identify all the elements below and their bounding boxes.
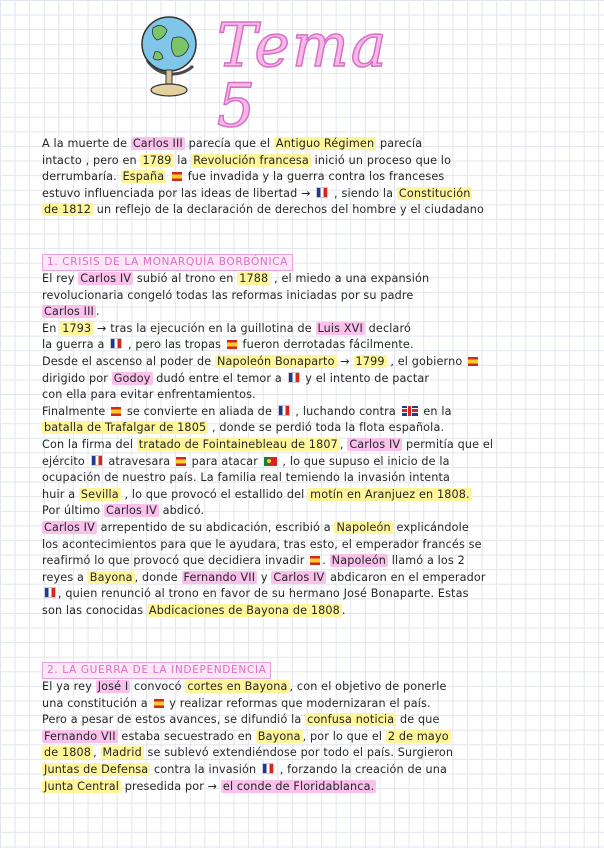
text-line: Fernando VII estaba secuestrado en Bayona , por lo que el 2 de mayo xyxy=(44,729,449,743)
text-line: la guerra a , pero las tropas fueron derrotadas fácilmente. xyxy=(42,338,414,352)
france-flag-icon xyxy=(278,405,290,416)
france-flag-icon xyxy=(110,338,122,349)
france-flag-icon xyxy=(262,763,274,774)
intro-paragraph xyxy=(42,136,582,219)
text-line: Junta Central presedida por → el conde de Floridablanca. xyxy=(44,779,375,793)
text-line: derrumbaría. España fue invadida y la guerra contra los franceses xyxy=(42,170,445,184)
text-line: batalla de Trafalgar de 1805 , donde se perdió toda la flota española. xyxy=(44,421,445,435)
spain-flag-icon xyxy=(176,457,186,466)
france-flag-icon xyxy=(316,187,328,198)
text-line: reyes a Bayona , donde Fernando VII y Carlos IV abdicaron en el emperador xyxy=(42,570,486,584)
title-area xyxy=(135,8,435,141)
section-heading: 1. CRISIS DE LA MONARQUÍA BORBÓNICA xyxy=(42,254,293,271)
uk-flag-icon xyxy=(402,406,418,416)
text-line: Finalmente se convierte en aliada de , luchando contra en la xyxy=(42,404,452,418)
text-line: Juntas de Defensa contra la invasión , forzando la creación de una xyxy=(44,762,447,776)
section-1 xyxy=(42,250,582,271)
globe-icon xyxy=(135,8,205,100)
france-flag-icon xyxy=(288,372,300,383)
text-line: estuvo influenciada por las ideas de libertad → , siendo la Constitución xyxy=(42,186,471,200)
text-line: de 1812 un reflejo de la declaración de derechos del hombre y el ciudadano xyxy=(44,203,484,217)
text-line: A la muerte de Carlos III parecía que el Antiguo Régimen parecía xyxy=(42,137,423,150)
text-line: ejército atravesara para atacar , lo que supuso el inicio de la xyxy=(42,454,450,468)
text-line: reafirmó lo que provocó que decidiera invadir . Napoleón llamó a los 2 xyxy=(42,554,465,568)
text-line: revolucionaria congeló todas las reformas iniciadas por su padre xyxy=(42,288,414,302)
spain-flag-icon xyxy=(227,340,237,349)
text-line: los acontecimientos para que le ayudara, tras esto, el emperador francés se xyxy=(42,537,482,551)
text-line: una constitución a y realizar reformas que modernizaran el país. xyxy=(42,696,431,710)
text-line: Pero a pesar de estos avances, se difundió la confusa noticia de que xyxy=(42,713,440,727)
section-2 xyxy=(42,658,582,679)
text-line: Carlos IV arrepentido de su abdicación, escribió a Napoleón explicándole xyxy=(44,520,469,534)
page-title: Tema 5 xyxy=(217,11,389,141)
text-line: de 1808 , Madrid se sublevó extendiéndose por todo el país. Surgieron xyxy=(44,746,454,760)
text-line: El ya rey José I convocó cortes en Bayona , con el objetivo de ponerle xyxy=(42,680,447,693)
spain-flag-icon xyxy=(172,172,182,181)
france-flag-icon xyxy=(44,587,56,598)
spain-flag-icon xyxy=(468,357,478,366)
spain-flag-icon xyxy=(310,556,320,565)
section-heading: 2. LA GUERRA DE LA INDEPENDENCIA xyxy=(42,662,271,679)
text-line: Por último Carlos IV abdicó. xyxy=(42,504,205,518)
text-line: huir a Sevilla , lo que provocó el estallido del motín en Aranjuez en 1808. xyxy=(42,487,470,501)
portugal-flag-icon xyxy=(264,457,277,466)
france-flag-icon xyxy=(91,455,103,466)
text-line: El rey Carlos IV subió al trono en 1788 , el miedo a una expansión xyxy=(42,272,430,285)
spain-flag-icon xyxy=(154,699,164,708)
text-line: dirigido por Godoy dudó entre el temor a y el intento de pactar xyxy=(42,371,430,385)
text-line: ocupación de nuestro país. La familia real temiendo la invasión intenta xyxy=(42,471,451,485)
text-line: Desde el ascenso al poder de Napoleón Bonaparto → 1799 , el gobierno xyxy=(42,354,582,371)
text-line: Carlos III . xyxy=(44,305,100,319)
text-line: , quien renunció al trono en favor de su hermano José Bonaparte. Estas xyxy=(42,586,582,603)
section-1-body xyxy=(42,271,582,619)
text-line: Con la firma del tratado de Fointainebleau de 1807 , Carlos IV permitía que el xyxy=(42,437,494,451)
text-line: con ella para evitar enfrentamientos. xyxy=(42,388,256,402)
text-line: son las conocidas Abdicaciones de Bayona de 1808 . xyxy=(42,603,346,617)
text-line: intacto , pero en 1789 la Revolución francesa inició un proceso que lo xyxy=(42,153,452,167)
text-line: En 1793 → tras la ejecución en la guillotina de Luis XVI declaró xyxy=(42,321,412,335)
section-2-body xyxy=(42,679,582,795)
spain-flag-icon xyxy=(111,407,121,416)
